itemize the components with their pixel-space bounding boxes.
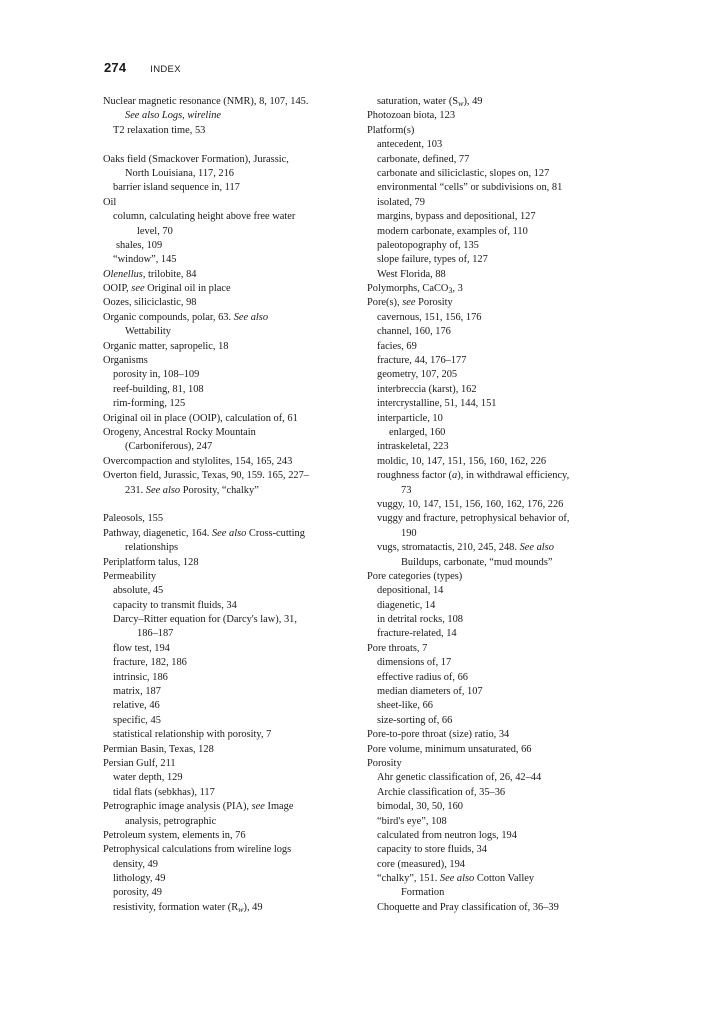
- index-entry: “bird's eye”, 108: [377, 815, 447, 827]
- index-entry: OOIP, see Original oil in place: [103, 283, 231, 295]
- index-entry: moldic, 10, 147, 151, 156, 160, 162, 226: [377, 455, 547, 467]
- index-entry: depositional, 14: [377, 585, 444, 597]
- index-entry: Oil: [103, 196, 117, 208]
- index-entry: 231. See also Porosity, “chalky”: [125, 484, 259, 496]
- index-entry: Organisms: [103, 355, 148, 367]
- index-entry: Periplatform talus, 128: [103, 556, 199, 568]
- index-entry: barrier island sequence in, 117: [113, 182, 240, 194]
- index-entry: North Louisiana, 117, 216: [125, 167, 234, 179]
- index-entry: sheet-like, 66: [377, 700, 433, 712]
- index-entry: facies, 69: [377, 340, 417, 352]
- index-entry: water depth, 129: [113, 772, 183, 784]
- index-entry: slope failure, types of, 127: [377, 254, 488, 266]
- index-entry: vugs, stromatactis, 210, 245, 248. See also: [377, 542, 554, 554]
- index-entry: Paleosols, 155: [103, 513, 164, 525]
- index-entry: Olenellus, trilobite, 84: [103, 268, 197, 280]
- index-entry: fracture, 44, 176–177: [377, 355, 467, 367]
- index-entry: “window”, 145: [113, 254, 177, 266]
- index-entry: fracture, 182, 186: [113, 657, 187, 669]
- index-entry: Orogeny, Ancestral Rocky Mountain: [103, 426, 256, 438]
- index-entry: Original oil in place (OOIP), calculation of, 61: [103, 412, 298, 424]
- index-entry: Pore categories (types): [367, 570, 463, 582]
- index-entry: statistical relationship with porosity, 7: [113, 729, 272, 741]
- index-entry: cavernous, 151, 156, 176: [377, 311, 482, 323]
- index-entry: Darcy–Ritter equation for (Darcy's law), 31,: [113, 614, 297, 626]
- index-entry: column, calculating height above free water: [113, 211, 296, 223]
- index-entry: Oozes, siliciclastic, 98: [103, 297, 197, 309]
- index-entry: porosity in, 108–109: [113, 369, 200, 381]
- index-entry: effective radius of, 66: [377, 671, 468, 683]
- index-entry: 190: [401, 527, 417, 539]
- index-entry: diagenetic, 14: [377, 599, 436, 611]
- index-entry: vuggy and fracture, petrophysical behavior of,: [377, 513, 570, 525]
- index-entry: environmental “cells” or subdivisions on, 81: [377, 182, 563, 194]
- index-entry: tidal flats (sebkhas), 117: [113, 786, 215, 798]
- index-entry: resistivity, formation water (Rw), 49: [113, 901, 263, 914]
- index-entry: median diameters of, 107: [377, 686, 483, 698]
- index-entry: interparticle, 10: [377, 412, 443, 424]
- index-entry: Pore volume, minimum unsaturated, 66: [367, 743, 532, 755]
- index-entry: capacity to store fluids, 34: [377, 844, 487, 856]
- index-entry: Photozoan biota, 123: [367, 110, 456, 122]
- index-entry: calculated from neutron logs, 194: [377, 829, 517, 841]
- index-entry: Overcompaction and stylolites, 154, 165, 243: [103, 455, 293, 467]
- index-entry: Wettability: [125, 326, 171, 338]
- index-entry: Oaks field (Smackover Formation), Jurassic,: [103, 153, 289, 165]
- index-entry: dimensions of, 17: [377, 657, 452, 669]
- index-entry: carbonate and siliciclastic, slopes on, 127: [377, 167, 550, 179]
- index-entry: (Carboniferous), 247: [125, 441, 213, 453]
- index-entry: carbonate, defined, 77: [377, 153, 470, 165]
- index-entry: reef-building, 81, 108: [113, 383, 204, 395]
- index-entry: density, 49: [113, 858, 158, 870]
- index-entry: Petrophysical calculations from wireline logs: [103, 844, 292, 856]
- index-entry: absolute, 45: [113, 585, 164, 597]
- index-entry: Nuclear magnetic resonance (NMR), 8, 107, 145.: [103, 96, 309, 107]
- index-entry: Petroleum system, elements in, 76: [103, 829, 246, 841]
- index-entry: Porosity: [367, 757, 402, 769]
- index-entry: antecedent, 103: [377, 139, 443, 151]
- index-entry: rim-forming, 125: [113, 398, 186, 410]
- index-entry: Pore throats, 7: [367, 642, 428, 654]
- index-entry: Polymorphs, CaCO3, 3: [367, 283, 463, 296]
- index-entry: Platform(s): [367, 124, 415, 136]
- index-entry: Buildups, carbonate, “mud mounds”: [401, 556, 553, 568]
- index-entry: vuggy, 10, 147, 151, 156, 160, 162, 176, 226: [377, 498, 564, 510]
- index-entry: Persian Gulf, 211: [103, 757, 176, 769]
- index-entry: porosity, 49: [113, 887, 162, 899]
- index-entry: T2 relaxation time, 53: [113, 124, 206, 136]
- index-entry: size-sorting of, 66: [377, 714, 453, 726]
- index-entry: level, 70: [137, 225, 173, 237]
- index-entry: Permeability: [103, 570, 157, 582]
- index-entry: margins, bypass and depositional, 127: [377, 211, 536, 223]
- index-entry: relative, 46: [113, 700, 160, 712]
- index-entry: relationships: [125, 542, 179, 554]
- index-entry: 73: [401, 484, 412, 496]
- index-entry: Pore(s), see Porosity: [367, 297, 453, 309]
- index-entry: specific, 45: [113, 714, 161, 726]
- section-gap: [103, 138, 365, 152]
- index-entry: core (measured), 194: [377, 858, 465, 870]
- index-entry: intercrystalline, 51, 144, 151: [377, 398, 497, 410]
- index-entry: Formation: [401, 887, 445, 899]
- index-entry: interbreccia (karst), 162: [377, 383, 477, 395]
- index-entry: Permian Basin, Texas, 128: [103, 743, 214, 755]
- index-entry: Organic compounds, polar, 63. See also: [103, 311, 269, 323]
- page-header: [104, 60, 181, 75]
- index-entry: Pore-to-pore throat (size) ratio, 34: [367, 729, 510, 741]
- index-entry: enlarged, 160: [389, 426, 446, 438]
- index-entry: West Florida, 88: [377, 268, 446, 280]
- index-entry: Archie classification of, 35–36: [377, 786, 506, 798]
- index-entry: in detrital rocks, 108: [377, 614, 463, 626]
- running-head: INDEX: [150, 64, 181, 75]
- index-entry: lithology, 49: [113, 873, 166, 885]
- index-column-right: [367, 95, 637, 915]
- index-entry: roughness factor (a), in withdrawal efficiency,: [377, 470, 570, 482]
- index-entry: intraskeletal, 223: [377, 441, 449, 453]
- index-entry: “chalky”, 151. See also Cotton Valley: [377, 873, 535, 885]
- index-entry: Choquette and Pray classification of, 36–39: [377, 901, 559, 913]
- index-entry: modern carbonate, examples of, 110: [377, 225, 528, 237]
- index-entry: Organic matter, sapropelic, 18: [103, 340, 229, 352]
- index-entry: flow test, 194: [113, 642, 170, 654]
- index-entry: paleotopography of, 135: [377, 239, 479, 251]
- index-entry: Petrographic image analysis (PIA), see Image: [103, 801, 294, 813]
- section-gap: [103, 498, 365, 512]
- index-entry: channel, 160, 176: [377, 326, 451, 338]
- index-entry: shales, 109: [116, 239, 163, 251]
- index-entry: matrix, 187: [113, 686, 161, 698]
- index-entry: analysis, petrographic: [125, 815, 217, 827]
- index-entry: Overton field, Jurassic, Texas, 90, 159. 165, 227–: [103, 470, 309, 482]
- index-column-left: [103, 95, 365, 915]
- index-entry: capacity to transmit fluids, 34: [113, 599, 237, 611]
- index-entry: isolated, 79: [377, 196, 425, 208]
- page-number: 274: [104, 60, 127, 75]
- index-entry: Ahr genetic classification of, 26, 42–44: [377, 772, 542, 784]
- index-entry: bimodal, 30, 50, 160: [377, 801, 464, 813]
- index-entry: fracture-related, 14: [377, 628, 457, 640]
- index-entry: saturation, water (Sw), 49: [377, 96, 483, 108]
- index-entry: See also Logs, wireline: [125, 110, 222, 122]
- index-entry: 186–187: [137, 628, 174, 640]
- index-entry: geometry, 107, 205: [377, 369, 458, 381]
- index-entry: Pathway, diagenetic, 164. See also Cross-cutting: [103, 527, 305, 539]
- index-entry: intrinsic, 186: [113, 671, 168, 683]
